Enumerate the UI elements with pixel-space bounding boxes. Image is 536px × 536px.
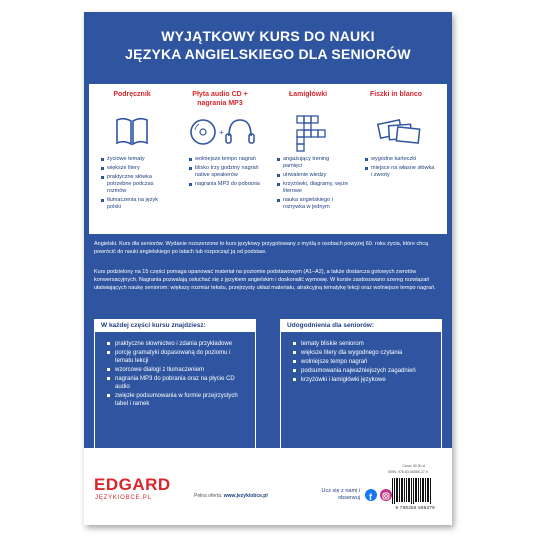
list-item: nagrania MP3 do pobrania — [189, 181, 261, 188]
list-item: większe litery — [101, 165, 173, 172]
list-item: tłumaczenia na język polski — [101, 197, 173, 211]
title-line-2: JĘZYKA ANGIELSKIEGO DLA SENIORÓW — [125, 46, 411, 62]
list-item: wzorcowe dialogi z tłumaczeniem — [107, 366, 249, 374]
cd-headphones-icon — [179, 112, 261, 156]
website-link[interactable]: www.jezykiobce.pl — [223, 493, 268, 499]
list-item: krzyżówki, diagramy, węże literowe — [277, 181, 349, 195]
full-offer-label: Pełna oferta: — [194, 493, 223, 499]
list-item: większe litery dla wygodnego czytania — [293, 349, 435, 357]
list-item: wolniejsze tempo nagrań — [189, 156, 261, 163]
list-item: podsumowania najważniejszych zagadnień — [293, 367, 435, 375]
feature-heading: Podręcznik — [113, 91, 151, 98]
list-item: życiowe tematy — [101, 156, 173, 163]
title-line-1: WYJĄTKOWY KURS DO NAUKI — [161, 28, 375, 44]
feature-puzzles — [267, 90, 349, 213]
flashcards-icon — [355, 112, 437, 156]
isbn-label: ISBN: 978-83-66586-27-9 — [387, 470, 428, 474]
box-heading: Udogodnienia dla seniorów: — [281, 320, 441, 332]
description-paragraph-1: Angielski. Kurs dla seniorów. Wydanie rozszerzone to kurs językowy przygotowany z myślą o osobach powyżej 60. roku życia, które chcą powrócić do nauki angielskiego po latach lub rozpocząć ją od podstaw. — [94, 241, 429, 255]
list-item: praktyczne słówka potrzebne podczas rozmów — [101, 174, 173, 195]
list-item: blisko trzy godziny nagrań native speakerów — [189, 165, 261, 179]
full-offer — [194, 493, 268, 499]
feature-flashcards — [355, 90, 437, 181]
follow-us-text: Ucz się z nami i obserwuj — [321, 488, 360, 501]
list-item: miejsce na własne słówka i zwroty — [365, 165, 437, 179]
book-icon — [91, 112, 173, 156]
barcode-icon — [392, 478, 432, 504]
list-item: nauka angielskiego i rozrywka w jednym — [277, 197, 349, 211]
list-item: praktyczne słownictwo i zdania przykładowe — [107, 340, 249, 348]
barcode-number: 9 788366 586279 — [395, 505, 435, 510]
list-item: tematy bliskie seniorom — [293, 340, 435, 348]
feature-heading: Fiszki in blanco — [369, 91, 423, 98]
svg-text:f: f — [369, 492, 372, 502]
feature-audio-cd — [179, 90, 261, 190]
course-contents-box — [94, 319, 256, 449]
svg-text:+: + — [219, 128, 224, 137]
instagram-icon[interactable] — [380, 489, 392, 501]
facebook-icon[interactable] — [365, 489, 377, 501]
book-back-cover — [84, 12, 452, 525]
price-label: Cena: 49,90 zł — [402, 464, 425, 468]
list-item: angażujący trening pamięci — [277, 156, 349, 170]
list-item: nagrania MP3 do pobrania oraz na płycie CD audio — [107, 375, 249, 391]
feature-heading: Płyta audio CD + nagrania MP3 — [192, 91, 248, 107]
senior-features-box — [280, 319, 442, 449]
feature-heading: Łamigłówki — [288, 91, 328, 98]
cover-title — [84, 27, 452, 63]
list-item: krzyżówki i łamigłówki językowe — [293, 376, 435, 384]
edgard-logo: EDGARD — [94, 475, 171, 494]
box-heading: W każdej części kursu znajdziesz: — [95, 320, 255, 332]
feature-textbook — [91, 90, 173, 213]
cover-footer — [84, 448, 452, 525]
list-item: zwięzłe podsumowania w formie przejrzystych tabel i ramek — [107, 392, 249, 408]
list-item: wygodne karteczki — [365, 156, 437, 163]
logo-subtitle: JĘZYKIOBCE.PL — [95, 495, 152, 501]
list-item: wolniejsze tempo nagrań — [293, 358, 435, 366]
crossword-icon — [267, 112, 349, 156]
list-item: porcję gramatyki dopasowaną do poziomu i tematu lekcji — [107, 349, 249, 365]
features-panel — [89, 84, 447, 234]
description-paragraph-2: Kurs podzielony na 15 części pomaga opanować materiał na poziomie podstawowym (A1–A2), a także dostarcza gotowych zwrotów konwersacyjnych. Nagrania pozwalają osłuchać się z językiem angielskim i doskonalić wymowę. W kursie zastosowano szereg rozwiązań ułatwiających naukę seniorom: większy rozmiar tekstu, przejrzysty układ materiału, atrakcyjną tematykę lekcji oraz wolniejsze tempo nagrań. — [94, 269, 436, 291]
list-item: utrwalenie wiedzy — [277, 172, 349, 179]
